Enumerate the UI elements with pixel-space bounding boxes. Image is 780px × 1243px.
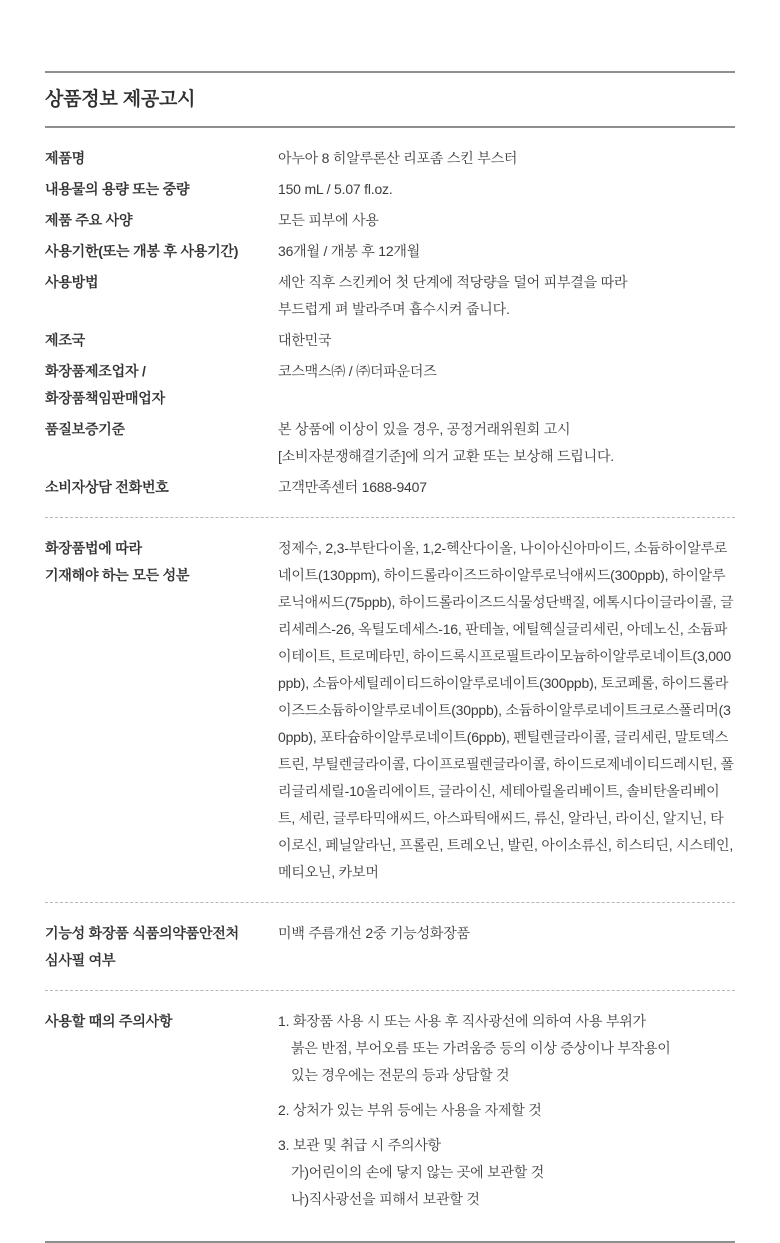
ingredients-section (45, 518, 735, 902)
row-value (278, 269, 735, 323)
row-label: 제품 주요 사양 (45, 212, 133, 228)
row-value: 모든 피부에 사용 (278, 212, 379, 228)
row-label (45, 358, 278, 412)
precaution-item-3 (278, 1132, 735, 1213)
row-label: 제품명 (45, 150, 85, 166)
row-value: 대한민국 (278, 332, 332, 348)
row-label: 제조국 (45, 332, 85, 348)
table-row-product-name (45, 145, 735, 172)
table-row-country (45, 327, 735, 354)
table-row-usage (45, 269, 735, 323)
row-label (45, 535, 278, 589)
precaution-line: 있는 경우에는 전문의 등과 상담할 것 (291, 1067, 510, 1083)
precautions-section (45, 991, 735, 1229)
value-line: [소비자분쟁해결기준]에 의거 교환 또는 보상해 드립니다. (278, 448, 614, 464)
value-line: 세안 직후 스킨케어 첫 단계에 적당량을 덜어 피부결을 따라 (278, 274, 628, 290)
row-label: 사용기한(또는 개봉 후 사용기간) (45, 243, 239, 259)
table-row-volume (45, 176, 735, 203)
value-line: 본 상품에 이상이 있을 경우, 공정거래위원회 고시 (278, 421, 571, 437)
table-row-customer-service (45, 474, 735, 501)
row-value: 150 mL / 5.07 fl.oz. (278, 181, 393, 197)
row-value (278, 416, 735, 470)
row-label: 내용물의 용량 또는 중량 (45, 181, 190, 197)
precaution-line: 1. 화장품 사용 시 또는 사용 후 직사광선에 의하여 사용 부위가 (278, 1013, 646, 1029)
precaution-line: 2. 상처가 있는 부위 등에는 사용을 자제할 것 (278, 1102, 542, 1118)
row-label: 사용방법 (45, 274, 99, 290)
table-row-expiration (45, 238, 735, 265)
product-info-page (45, 0, 735, 1243)
row-label: 품질보증기준 (45, 421, 125, 437)
page-title: 상품정보 제공고시 (45, 89, 196, 110)
value-line: 부드럽게 펴 발라주며 흡수시켜 줍니다. (278, 301, 510, 317)
table-row-spec (45, 207, 735, 234)
row-value: 미백 주름개선 2중 기능성화장품 (278, 925, 470, 941)
label-line: 화장품책임판매업자 (45, 390, 165, 406)
row-value: 36개월 / 개봉 후 12개월 (278, 243, 421, 259)
table-row-ingredients (45, 535, 735, 886)
precautions-list (278, 1008, 735, 1213)
functional-approval-section (45, 903, 735, 990)
label-line: 기능성 화장품 식품의약품안전처 (45, 925, 239, 941)
precaution-line: 붉은 반점, 부어오름 또는 가려움증 등의 이상 증상이나 부작용이 (291, 1040, 671, 1056)
row-value: 고객만족센터 1688-9407 (278, 479, 427, 495)
precaution-item-1 (278, 1008, 735, 1089)
precaution-line: 나)직사광선을 피해서 보관할 것 (291, 1191, 480, 1207)
ingredients-text: 정제수, 2,3-부탄다이올, 1,2-헥산다이올, 나이아신아마이드, 소듐하이알루로네이트(130ppm), 하이드롤라이즈드하이알루로닉애씨드(300ppb), 하이알루로닉애씨드(75ppb), 하이드롤라이즈드식물성단백질, 에톡시다이글라이콜, 글리세레스-26, 옥틸도데세스-16, 판테놀, 에틸헥실글리세린, 아데노신, 소듐파이테이트, 트로메타민, 하이드록시프로필트라이모늄하이알루로네이트(3,000ppb), 소듐아세틸레이티드하이알루로네이트(300ppb), 토코페롤, 하이드롤라이즈드소듐하이알루로네이트(30ppb), 소듐하이알루로네이트크로스폴리머(30ppb), 포타슘하이알루로네이트(6ppb), 펜틸렌글라이콜, 글리세린, 말토덱스트린, 부틸렌글라이콜, 다이프로필렌글라이콜, 하이드로제네이티드레시틴, 폴리글리세릴-10올리에이트, 글라이신, 세테아릴올리베이트, 솔비탄올리베이트, 세린, 글루타믹애씨드, 아스파틱애씨드, 류신, 알라닌, 라이신, 알지닌, 타이로신, 페닐알라닌, 프롤린, 트레오닌, 발린, 아이소류신, 히스티딘, 시스테인, 메티오닌, 카보머 (278, 540, 734, 880)
row-label: 소비자상담 전화번호 (45, 479, 169, 495)
table-row-precautions (45, 1008, 735, 1213)
table-row-warranty (45, 416, 735, 470)
table-row-manufacturer (45, 358, 735, 412)
label-line: 기재해야 하는 모든 성분 (45, 567, 190, 583)
label-line: 화장품법에 따라 (45, 540, 142, 556)
row-value: 코스맥스㈜ / ㈜더파운더즈 (278, 363, 437, 379)
precaution-line: 가)어린이의 손에 닿지 않는 곳에 보관할 것 (291, 1164, 545, 1180)
label-line: 화장품제조업자 / (45, 363, 146, 379)
row-label: 사용할 때의 주의사항 (45, 1013, 173, 1029)
label-line: 심사필 여부 (45, 952, 116, 968)
table-row-functional (45, 920, 735, 974)
precaution-item-2 (278, 1097, 735, 1124)
row-value: 아누아 8 히알루론산 리포좀 스킨 부스터 (278, 150, 518, 166)
row-label (45, 920, 278, 974)
precaution-line: 3. 보관 및 취급 시 주의사항 (278, 1137, 441, 1153)
product-info-table (45, 128, 735, 517)
